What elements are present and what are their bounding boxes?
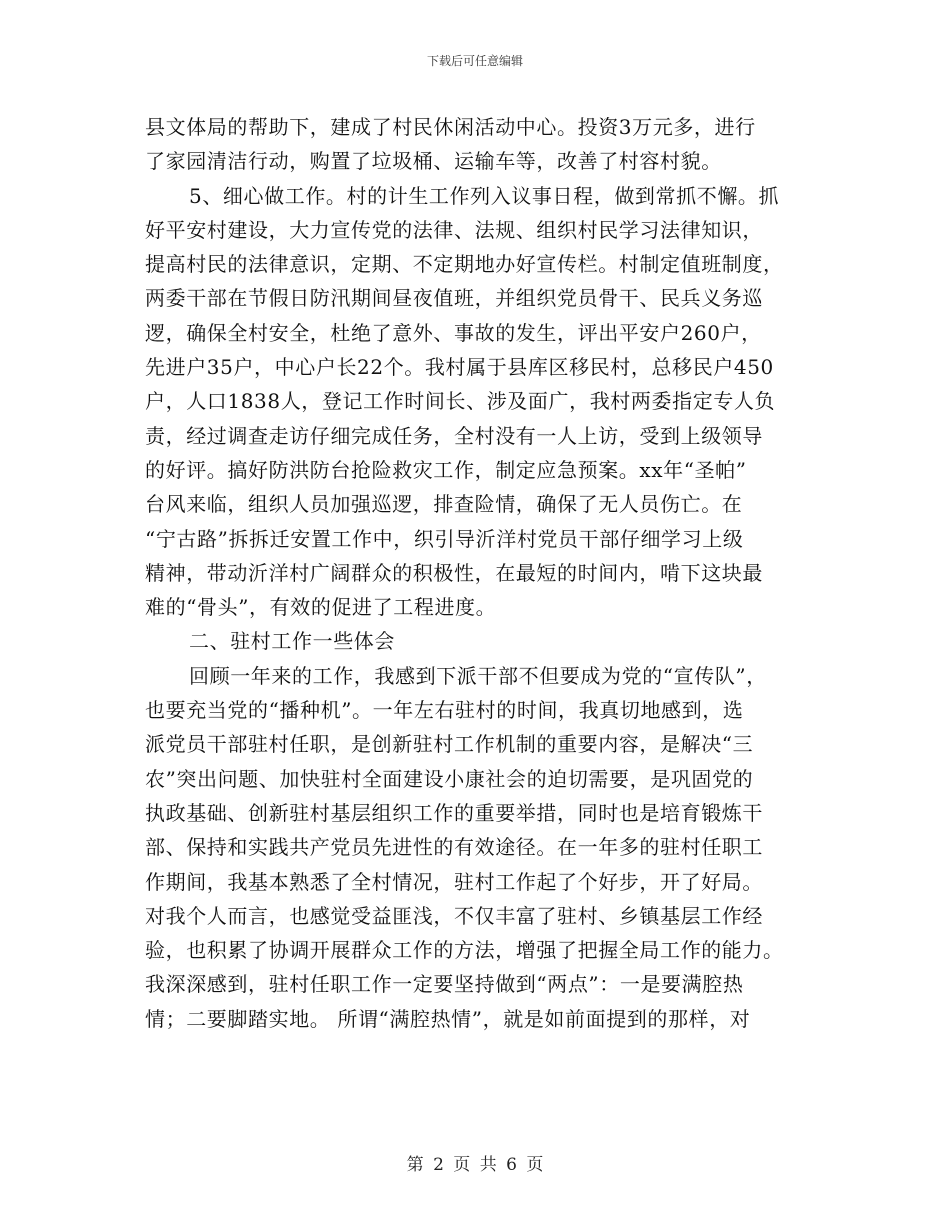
body-line: 逻，确保全村安全，杜绝了意外、事故的发生，评出平安户260户， <box>145 320 762 345</box>
body-line: 了家园清洁行动，购置了垃圾桶、运输车等，改善了村容村貌。 <box>145 149 722 174</box>
body-line: 农”突出问题、加快驻村全面建设小康社会的迫切需要，是巩固党的 <box>145 766 754 791</box>
body-line: 我深深感到，驻村任职工作一定要坚持做到“两点”：一是要满腔热 <box>145 972 744 997</box>
body-line: 派党员干部驻村任职，是创新驻村工作机制的重要内容，是解决“三 <box>145 732 754 757</box>
body-line: 难的“骨头”，有效的促进了工程进度。 <box>145 595 497 620</box>
document-body <box>145 110 813 1036</box>
paragraph-start: 回顾一年来的工作，我感到下派干部不但要成为党的“宣传队”， <box>189 663 767 688</box>
paragraph-start: 5、细心做工作。村的计生工作列入议事日程，做到常抓不懈。抓 <box>189 183 780 208</box>
body-line: “宁古路”拆拆迁安置工作中，织引导沂洋村党员干部仔细学习上级 <box>145 526 744 551</box>
body-line: 提高村民的法律意识，定期、不定期地办好宣传栏。村制定值班制度， <box>145 252 784 277</box>
body-line: 对我个人而言，也感觉受益匪浅，不仅丰富了驻村、乡镇基层工作经 <box>145 903 763 928</box>
section-heading: 二、驻村工作一些体会 <box>189 629 395 654</box>
body-line: 情；二要脚踏实地。 所谓“满腔热情”，就是如前面提到的那样，对 <box>145 1006 751 1031</box>
body-line: 两委干部在节假日防汛期间昼夜值班，并组织党员骨干、民兵义务巡 <box>145 286 763 311</box>
body-line: 精神，带动沂洋村广阔群众的积极性，在最短的时间内，啃下这块最 <box>145 560 763 585</box>
body-line: 户，人口1838人，登记工作时间长、涉及面广，我村两委指定专人负 <box>145 389 776 414</box>
body-line: 好平安村建设，大力宣传党的法律、法规、组织村民学习法律知识， <box>145 217 763 242</box>
body-line: 也要充当党的“播种机”。一年左右驻村的时间，我真切地感到，选 <box>145 698 744 723</box>
page-header: 下载后可任意编辑 <box>426 54 523 68</box>
body-line: 作期间，我基本熟悉了全村情况，驻村工作起了个好步，开了好局。 <box>145 869 763 894</box>
body-line: 部、保持和实践共产党员先进性的有效途径。在一年多的驻村任职工 <box>145 835 763 860</box>
body-line: 验，也积累了协调开展群众工作的方法，增强了把握全局工作的能力。 <box>145 938 784 963</box>
body-line: 县文体局的帮助下，建成了村民休闲活动中心。投资3万元多，进行 <box>145 115 756 139</box>
body-line: 的好评。搞好防洪防台抢险救灾工作，制定应急预案。xx年“圣帕” <box>145 457 747 482</box>
body-line: 先进户35户，中心户长22个。我村属于县库区移民村，总移民户450 <box>145 355 774 380</box>
body-line: 台风来临，组织人员加强巡逻，排查险情，确保了无人员伤亡。在 <box>145 492 743 517</box>
body-line: 责，经过调查走访仔细完成任务，全村没有一人上访，受到上级领导 <box>145 423 763 448</box>
page-number-footer: 第 2 页 共 6 页 <box>406 1155 544 1175</box>
body-line: 执政基础、创新驻村基层组织工作的重要举措，同时也是培育锻炼干 <box>145 800 763 825</box>
